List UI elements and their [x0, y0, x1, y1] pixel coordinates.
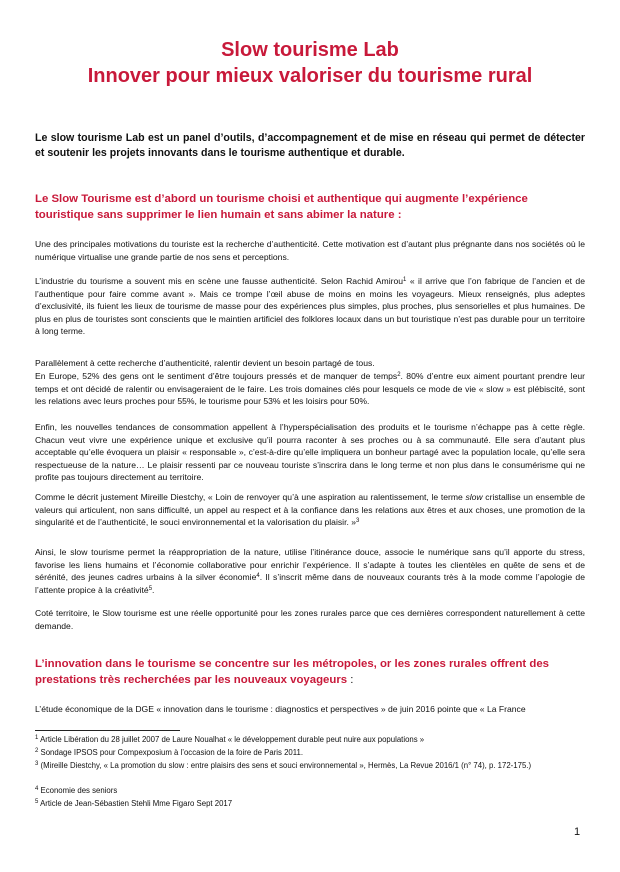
- footnote-3: [35, 760, 595, 771]
- paragraph-reappropriation: [35, 546, 585, 596]
- footnote-2: [35, 747, 595, 758]
- footnote-text: Article Libération du 28 juillet 2007 de Laure Noualhat « le développement durable peut nuire aux populations »: [40, 735, 425, 744]
- paragraph-text: . 80% d’entre eux aiment pourtant prendre leur temps et ont décidé de ralentir ou envisageraient de le faire. Les trois domaines clés pour lesquels ce mode de vie « slow » est plébiscité, sont les relations avec leurs proches pour 55%, le tourisme pour 53% et les loisirs pour 50%.: [35, 371, 585, 406]
- footnote-1: [35, 734, 595, 745]
- footnote-text: Article de Jean-Sébastien Stehli Mme Figaro Sept 2017: [40, 799, 233, 808]
- footnote-4: [35, 785, 595, 796]
- intro-paragraph: Le slow tourisme Lab est un panel d’outils, d’accompagnement et de mise en réseau qui permet de détecter et soutenir les projets innovants dans le tourisme authentique et durable.: [35, 132, 585, 159]
- paragraph-text: . Il s’inscrit même dans de nouveaux courants très à la mode comme l’apologie de l’attente propice à la créativité: [35, 572, 585, 595]
- paragraph-text: L’industrie du tourisme a souvent mis en scène une fausse authenticité. Selon Rachid Amirou: [35, 276, 404, 286]
- footnote-number: 3: [35, 761, 39, 767]
- footnote-ref-1[interactable]: 1: [403, 277, 407, 283]
- paragraph-text: « il arrive que l’on fabrique de l’ancien et de l’authentique pour faire comme avant ». Mais ce trompe l’œil abuse de moins en moins les voyageurs. Mieux renseignés, plus adeptes d’exclusivité, ils fuient les lieux de tourisme de masse pour des expériences plus simples, plus proches, plus sensorielles et plus humaines. De plus en plus de touristes sont conscients que le maintien artificiel des folklores locaux dans un but touristique n’est pas durable pour un territoire à long terme.: [35, 276, 585, 336]
- paragraph-tendances: Enfin, les nouvelles tendances de consommation appellent à l’hyperspécialisation des produits et le tourisme n’échappe pas à cette règle. Chacun veut vivre une expérience unique et exclusive qu’il pourra raconter à ses proches ou à sa communauté. Elle sera d’autant plus acceptable qu’elle évoquera un plaisir « responsable », c’est-à-dire qu’elle impliquera un bonheur partagé avec la population locale, qu’elle sera respectueuse de la nature… Le plaisir ressenti par ce nouveau touriste s’inscrira dans le long terme et non plus dans le consumérisme qui ne profite pas toujours directement au territoire.: [35, 422, 585, 482]
- paragraph-ralentir: Parallèlement à cette recherche d’authenticité, ralentir devient un besoin partagé de tous.: [35, 358, 375, 368]
- paragraph-industrie: [35, 275, 585, 338]
- paragraph-text: cristallise un ensemble de valeurs qui articulent, non sans difficulté, un appel au respect et à la confiance dans les relations aux êtres et aux choses, une promotion de la singularité et de l’authenticité, le souci environnemental et la valorisation du plaisir. »: [35, 492, 585, 527]
- footnote-divider: [35, 730, 180, 731]
- paragraph-text: .: [152, 584, 155, 595]
- page-number: 1: [574, 826, 581, 838]
- footnote-text: (Mireille Diestchy, « La promotion du slow : entre plaisirs des sens et souci environnemental », Hermès, La Revue 2016/1 (n° 74), p. 172-175.): [40, 761, 532, 770]
- paragraph-territoire: Coté territoire, le Slow tourisme est une réelle opportunité pour les zones rurales parce que ces dernières correspondent naturellement à cette demande.: [35, 608, 585, 631]
- footnote-number: 5: [35, 799, 39, 805]
- paragraph-europe: [35, 370, 585, 408]
- paragraph-text: Ainsi, le slow tourisme permet la réappropriation de la nature, utilise l’itinérance douce, associe le numérique sans qu’il apporte du stress, favorise les liens humains et l’économie collaborative pour enrichir l’expérience. Il s’adapte à toutes les clientèles en quête de sens et de sérénité, des jeunes cadres urbains à la silver économie: [35, 547, 585, 582]
- page-title: Slow tourisme Lab: [221, 39, 399, 61]
- footnote-ref-4[interactable]: 4: [256, 573, 260, 579]
- footnote-ref-3[interactable]: 3: [356, 518, 360, 524]
- footnote-number: 2: [35, 748, 39, 754]
- section-heading-slow-tourisme: Le Slow Tourisme est d’abord un tourisme choisi et authentique qui augmente l’expérience touristique sans supprimer le lien humain et sans abimer la nature :: [35, 193, 528, 221]
- paragraph-authenticite: Une des principales motivations du touriste est la recherche d’authenticité. Cette motivation est d’autant plus prégnante dans nos sociétés où le numérique virtualise une grande partie de nos sens et perceptions.: [35, 239, 585, 262]
- emphasis-slow: slow: [465, 492, 483, 502]
- section-heading-innovation: [35, 656, 585, 688]
- footnote-number: 4: [35, 786, 39, 792]
- footnote-text: Sondage IPSOS pour Compexposium à l’occasion de la foire de Paris 2011.: [40, 748, 304, 757]
- footnote-text: Economie des seniors: [40, 786, 118, 795]
- heading-text: L’innovation dans le tourisme se concentre sur les métropoles, or les zones rurales offrent des prestations très recherchées par les nouveaux voyageurs: [35, 658, 549, 686]
- footnote-number: 1: [35, 735, 39, 741]
- heading-colon: :: [347, 674, 354, 686]
- paragraph-diestchy: [35, 491, 585, 529]
- page-subtitle: Innover pour mieux valoriser du tourisme rural: [87, 65, 533, 87]
- paragraph-text: En Europe, 52% des gens ont le sentiment d’être toujours pressés et de manquer de temps: [35, 371, 398, 381]
- paragraph-etude-dge: L’étude économique de la DGE « innovation dans le tourisme : diagnostics et perspectives » de juin 2016 pointe que « La France: [35, 704, 526, 714]
- footnote-ref-5[interactable]: 5: [148, 585, 153, 592]
- footnote-ref-2[interactable]: 2: [397, 372, 401, 378]
- paragraph-text: Comme le décrit justement Mireille Diestchy, « Loin de renvoyer qu’à une aspiration au ralentissement, le terme: [35, 492, 466, 502]
- footnote-5: [35, 798, 595, 809]
